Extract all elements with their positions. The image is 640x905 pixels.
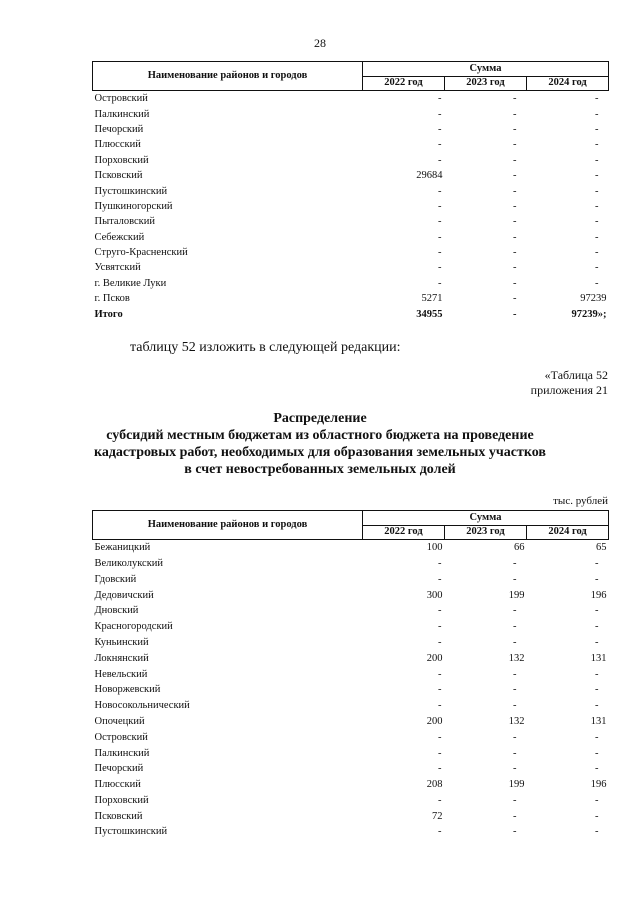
table-row	[93, 106, 609, 121]
amount-2022: 29684	[416, 170, 443, 182]
table-row	[93, 291, 609, 306]
amount-2022: -	[438, 573, 442, 585]
district-name: Итого	[94, 308, 123, 320]
table-row	[93, 682, 609, 698]
table-row	[93, 276, 609, 291]
amount-2023: -	[513, 154, 517, 166]
amount-2023: -	[513, 262, 517, 274]
amount-2022: -	[438, 216, 442, 228]
table-row	[93, 745, 609, 761]
amount-2024: 196	[590, 589, 607, 601]
amount-2024: 131	[590, 715, 607, 727]
table-reference	[531, 368, 608, 398]
district-name: Псковский	[94, 810, 143, 822]
amount-2023: -	[513, 700, 517, 712]
amount-2022: -	[438, 262, 442, 274]
amount-2024: 97239	[580, 293, 607, 305]
amount-2023: -	[513, 794, 517, 806]
district-name: Псковский	[94, 170, 143, 182]
amount-2023: -	[513, 668, 517, 680]
subsidy-table-continued	[92, 61, 609, 322]
district-name: Порховский	[94, 794, 149, 806]
district-name: Невельский	[94, 668, 148, 680]
table-row	[93, 260, 609, 275]
amount-2024: -	[595, 108, 599, 120]
amount-2024: -	[595, 154, 599, 166]
amount-2023: 199	[508, 779, 525, 791]
amount-2024: -	[595, 93, 599, 105]
amount-2024: -	[595, 700, 599, 712]
amount-2023: -	[513, 139, 517, 151]
table-row	[93, 245, 609, 260]
amount-2024: -	[595, 247, 599, 259]
amount-2024: -	[595, 231, 599, 243]
amount-2023: -	[513, 123, 517, 135]
table-row	[93, 666, 609, 682]
table-row	[93, 651, 609, 667]
amount-2022: 200	[426, 652, 443, 664]
page-number: 28	[314, 36, 326, 50]
amount-2023: -	[513, 605, 517, 617]
district-name: Струго-Красненский	[94, 247, 188, 259]
amount-2023: 132	[508, 715, 525, 727]
amount-2023: -	[513, 810, 517, 822]
amount-2023: -	[513, 557, 517, 569]
table-row	[93, 214, 609, 229]
amount-2023: -	[513, 93, 517, 105]
district-name: Пустошкинский	[94, 185, 168, 197]
table-row	[93, 122, 609, 137]
amount-2023: -	[513, 731, 517, 743]
amount-2024: -	[595, 123, 599, 135]
amount-2022: 34955	[416, 308, 443, 320]
amount-2023: -	[513, 108, 517, 120]
amount-2022: -	[438, 700, 442, 712]
table-row	[93, 572, 609, 588]
district-name: Печорский	[94, 763, 144, 775]
table-row	[93, 199, 609, 214]
district-name: Себежский	[94, 231, 145, 243]
amount-2024: -	[595, 826, 599, 838]
table-row	[93, 761, 609, 777]
district-name: Пустошкинский	[94, 826, 168, 838]
district-name: Палкинский	[94, 108, 150, 120]
district-name: Опочецкий	[94, 715, 145, 727]
amount-2022: -	[438, 826, 442, 838]
amount-2022: 200	[426, 715, 443, 727]
amount-2024: -	[595, 621, 599, 633]
district-name: Новоржевский	[94, 684, 161, 696]
table-row	[93, 824, 609, 840]
amount-2022: -	[438, 200, 442, 212]
table-row	[93, 556, 609, 572]
district-name: Порховский	[94, 154, 149, 166]
column-header-sum: Сумма	[363, 62, 609, 77]
district-name: Печорский	[94, 123, 144, 135]
amount-2024: 65	[596, 542, 607, 554]
amount-2022: -	[438, 154, 442, 166]
district-name: Усвятский	[94, 262, 141, 274]
amount-2022: -	[438, 684, 442, 696]
amount-2023: -	[513, 573, 517, 585]
table-row	[93, 619, 609, 635]
district-name: Пыталовский	[94, 216, 155, 228]
amount-2022: -	[438, 185, 442, 197]
amount-2023: -	[513, 247, 517, 259]
amount-2024: 131	[590, 652, 607, 664]
amount-2022: 208	[426, 779, 443, 791]
amount-2022: -	[438, 247, 442, 259]
district-name: Бежаницкий	[94, 542, 151, 554]
amount-2023: -	[513, 763, 517, 775]
table-row	[93, 153, 609, 168]
amount-2022: -	[438, 123, 442, 135]
district-name: Островский	[94, 731, 148, 743]
district-name: Локнянский	[94, 652, 149, 664]
table-row	[93, 809, 609, 825]
table-row	[93, 603, 609, 619]
amount-2024: -	[595, 185, 599, 197]
table-row	[93, 730, 609, 746]
district-name: Гдовский	[94, 573, 137, 585]
table-row	[93, 91, 609, 107]
table-row	[93, 540, 609, 556]
amount-2024: -	[595, 668, 599, 680]
amount-2024: -	[595, 763, 599, 775]
table-reference-line: приложения 21	[530, 383, 608, 397]
amount-2022: -	[438, 668, 442, 680]
amount-2023: -	[513, 826, 517, 838]
amount-2023: 132	[508, 652, 525, 664]
table-title-line: кадастровых работ, необходимых для образования земельных участков	[94, 445, 546, 460]
column-header-2023: 2023 год	[445, 525, 527, 540]
amount-2024: -	[595, 731, 599, 743]
district-name: Новосокольнический	[94, 700, 190, 712]
amount-2023: -	[513, 170, 517, 182]
amount-2022: -	[438, 747, 442, 759]
table-title	[0, 410, 640, 478]
table-reference-line: «Таблица 52	[544, 368, 608, 382]
amount-2023: -	[513, 277, 517, 289]
amount-2023: -	[513, 636, 517, 648]
amount-2023: -	[513, 216, 517, 228]
table-row	[93, 230, 609, 245]
amount-2022: -	[438, 605, 442, 617]
amount-2024: -	[595, 747, 599, 759]
table-row	[93, 777, 609, 793]
amount-2023: -	[513, 293, 517, 305]
amount-2024: -	[595, 277, 599, 289]
district-name: Пушкиногорский	[94, 200, 173, 212]
table-row	[93, 168, 609, 183]
amount-2022: -	[438, 621, 442, 633]
table-row	[93, 698, 609, 714]
amount-2023: -	[513, 185, 517, 197]
amount-2024: -	[595, 200, 599, 212]
column-header-2024: 2024 год	[527, 525, 609, 540]
amendment-instruction: таблицу 52 изложить в следующей редакции:	[130, 340, 401, 355]
amount-2022: -	[438, 139, 442, 151]
amount-2024: -	[595, 636, 599, 648]
amount-2023: -	[513, 621, 517, 633]
amount-2024: -	[595, 557, 599, 569]
amount-2024: -	[595, 573, 599, 585]
amount-2023: -	[513, 747, 517, 759]
amount-2022: -	[438, 763, 442, 775]
amount-2023: 199	[508, 589, 525, 601]
table-title-line: в счет невостребованных земельных долей	[184, 462, 456, 477]
amount-2023: -	[513, 231, 517, 243]
amount-2022: -	[438, 277, 442, 289]
amount-2022: 72	[432, 810, 443, 822]
amount-2022: -	[438, 93, 442, 105]
table-row	[93, 137, 609, 152]
table-row	[93, 793, 609, 809]
amount-2022: -	[438, 794, 442, 806]
amount-2023: 66	[514, 542, 525, 554]
amount-2022: -	[438, 108, 442, 120]
amount-2022: 100	[426, 542, 443, 554]
table-row	[93, 714, 609, 730]
amount-2024: -	[595, 810, 599, 822]
district-name: г. Псков	[94, 293, 130, 305]
district-name: Палкинский	[94, 747, 150, 759]
table-total-row	[93, 306, 609, 321]
table-title-line: Распределение	[273, 411, 367, 426]
column-header-2022: 2022 год	[363, 76, 445, 91]
amount-2024: -	[595, 605, 599, 617]
amount-2024: -	[595, 794, 599, 806]
amount-2022: -	[438, 231, 442, 243]
amount-2022: 300	[426, 589, 443, 601]
units-label: тыс. рублей	[553, 495, 608, 507]
column-header-name: Наименование районов и городов	[93, 62, 363, 91]
amount-2024: -	[595, 139, 599, 151]
column-header-2023: 2023 год	[445, 76, 527, 91]
table-row	[93, 635, 609, 651]
amount-2022: 5271	[421, 293, 443, 305]
amount-2024: -	[595, 216, 599, 228]
amount-2022: -	[438, 557, 442, 569]
amount-2023: -	[513, 308, 517, 320]
district-name: Островский	[94, 93, 148, 105]
table-title-line: субсидий местным бюджетам из областного бюджета на проведение	[106, 428, 534, 443]
district-name: Плюсский	[94, 139, 141, 151]
amount-2023: -	[513, 200, 517, 212]
column-header-sum: Сумма	[363, 511, 609, 526]
column-header-2024: 2024 год	[527, 76, 609, 91]
district-name: Плюсский	[94, 779, 141, 791]
district-name: Великолукский	[94, 557, 164, 569]
amount-2022: -	[438, 731, 442, 743]
table-row	[93, 587, 609, 603]
amount-2024: -	[595, 684, 599, 696]
column-header-2022: 2022 год	[363, 525, 445, 540]
subsidy-table-52	[92, 510, 609, 840]
amount-2023: -	[513, 684, 517, 696]
district-name: Дедовичский	[94, 589, 154, 601]
amount-2024: -	[595, 170, 599, 182]
amount-2022: -	[438, 636, 442, 648]
district-name: г. Великие Луки	[94, 277, 167, 289]
amount-2024: -	[595, 262, 599, 274]
table-row	[93, 183, 609, 198]
district-name: Куньинский	[94, 636, 149, 648]
district-name: Красногородский	[94, 621, 173, 633]
column-header-name: Наименование районов и городов	[93, 511, 363, 540]
amount-2024: 196	[590, 779, 607, 791]
amount-2024: 97239»;	[571, 308, 607, 320]
district-name: Дновский	[94, 605, 139, 617]
